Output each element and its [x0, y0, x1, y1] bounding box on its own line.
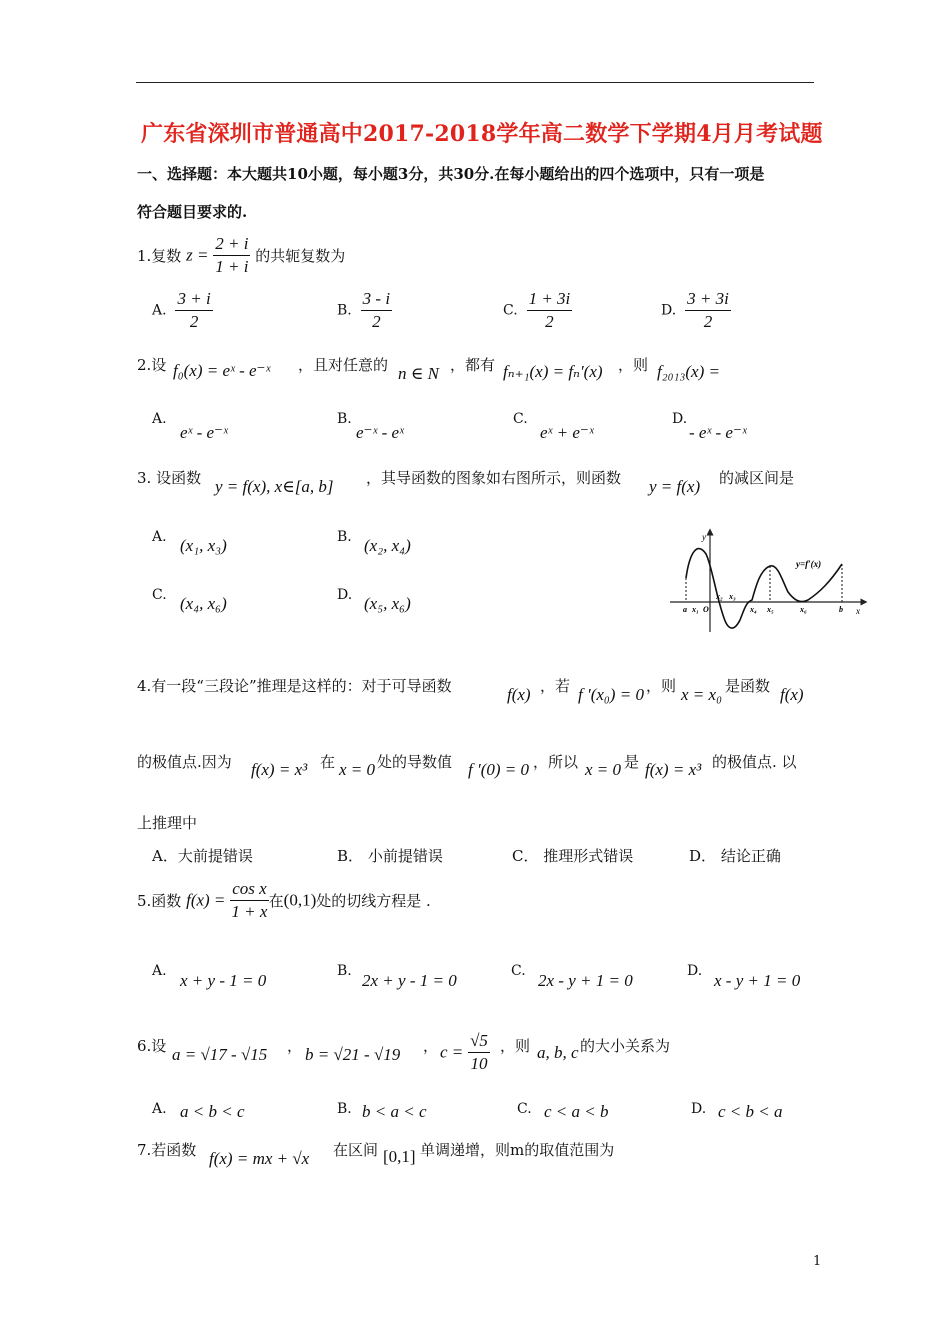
q2-option-b: e⁻ˣ - eˣ: [356, 423, 404, 442]
q2-option-c: eˣ + e⁻ˣ: [540, 423, 594, 442]
q6-suffix: 的大小关系为: [580, 1037, 671, 1055]
q5-fraction: [230, 878, 268, 923]
q2-prefix: 2.设: [137, 356, 167, 374]
q1-z: z =: [186, 245, 209, 265]
q6-c-fraction: [468, 1030, 490, 1075]
q6-option-c: c < a < b: [544, 1102, 609, 1121]
option-num: 3 - i: [361, 288, 392, 311]
q4-l2a: 的极值点.因为: [137, 753, 232, 771]
q4-option-b: [337, 845, 443, 866]
option-num: 3 + i: [175, 288, 212, 311]
q6-c-lhs: c =: [440, 1042, 464, 1062]
tick-x6: x₆: [800, 605, 807, 614]
q7-mid: 在区间: [333, 1141, 379, 1159]
q4-l2d: ，所以: [533, 753, 579, 771]
q7-prefix: 7.若函数: [137, 1141, 197, 1159]
option-den: 2: [189, 312, 199, 331]
q4-option-a: [152, 845, 253, 866]
option-text: 结论正确: [720, 847, 781, 865]
q3-option-b: (x₂, x₄): [364, 536, 411, 555]
q6-a: a = √17 - √15: [172, 1045, 268, 1064]
q1-fraction: [213, 233, 250, 278]
q1-num: 2 + i: [213, 233, 250, 256]
q3-option-d: (x₅, x₆): [364, 594, 411, 613]
q5-fx: f(x) =: [186, 890, 226, 910]
tick-b: b: [839, 605, 843, 614]
q4-p4: 是函数: [725, 677, 771, 695]
q4-l3: 上推理中: [137, 814, 198, 832]
q4-p2: ，若: [540, 677, 571, 695]
q7-fx: f(x) = mx + √x: [209, 1149, 310, 1168]
option-label: C.: [503, 302, 518, 319]
tick-o: O: [703, 605, 709, 614]
graph-curve-label: y=f′(x): [796, 559, 822, 569]
option-label: B.: [337, 302, 352, 319]
q3-option-b-label: B.: [337, 529, 352, 545]
q4-option-c: [512, 845, 633, 866]
graph-y-label: y: [702, 532, 706, 542]
q5-option-b-label: B.: [337, 963, 352, 979]
q4-p1: 4.有一段“三段论”推理是这样的：对于可导函数: [137, 677, 452, 695]
q1-den: 1 + i: [215, 257, 249, 276]
q6-comma1: ，: [287, 1037, 303, 1055]
graph-x-label: x: [856, 606, 860, 616]
q1-option-a: [152, 288, 213, 333]
q1-option-b: [337, 288, 392, 333]
q6-c-den: 10: [470, 1054, 488, 1073]
q4-l2f: 的极值点. 以: [712, 753, 797, 771]
q5-option-c-label: C.: [511, 963, 526, 979]
tick-a: a: [683, 605, 687, 614]
q4-option-d: [689, 845, 781, 866]
q6-c-num: √5: [468, 1030, 490, 1053]
q4-d0: f ′(0) = 0: [468, 760, 529, 779]
tick-x3: x₃: [729, 592, 736, 601]
q6-comma2: ，: [423, 1037, 439, 1055]
q2-f0: f₀(x) = eˣ - e⁻ˣ: [173, 361, 271, 380]
q4-xeq: x = x₀: [681, 685, 722, 704]
q2-option-d: - eˣ - e⁻ˣ: [689, 423, 747, 442]
q3-option-a: (x₁, x₃): [180, 536, 227, 555]
q4-cond: f ′(x₀) = 0: [578, 685, 644, 704]
q2-option-a-label: A.: [152, 411, 167, 427]
tick-x1: x₁: [692, 605, 699, 614]
q5-point: (0,1): [283, 890, 317, 910]
q4-cube: f(x) = x³: [251, 760, 308, 779]
q5-option-c: 2x - y + 1 = 0: [538, 971, 633, 990]
section-heading: 一、选择题：本大题共10小题，每小题3分，共30分.在每小题给出的四个选项中，只有一项是: [137, 165, 765, 183]
q3-suffix: 的减区间是: [719, 469, 795, 487]
question-5: [137, 878, 431, 923]
q2-option-c-label: C.: [513, 411, 528, 427]
option-label: C．: [512, 847, 539, 865]
q6-option-a-label: A.: [152, 1101, 167, 1117]
header-rule: [136, 82, 814, 83]
q1-option-d: [661, 288, 731, 333]
tick-x4: x₄: [750, 605, 757, 614]
derivative-graph: [666, 526, 872, 636]
q5-suffix: 处的切线方程是 .: [316, 892, 431, 910]
q2-option-d-label: D.: [672, 411, 688, 427]
q4-fx: f(x): [507, 685, 531, 704]
option-text: 小前提错误: [367, 847, 443, 865]
q6-prefix: 6.设: [137, 1037, 167, 1055]
option-label: D.: [661, 302, 677, 319]
q2-mid2: ，都有: [450, 356, 496, 374]
q4-p3: ，则: [646, 677, 677, 695]
option-den: 2: [372, 312, 381, 331]
q5-option-a-label: A.: [152, 963, 167, 979]
q5-option-d: x - y + 1 = 0: [714, 971, 801, 990]
q6-abc: a, b, c: [537, 1043, 579, 1062]
q6-option-d: c < b < a: [718, 1102, 783, 1121]
q3-option-a-label: A.: [152, 529, 167, 545]
q4-fx2: f(x): [780, 685, 804, 704]
q2-n: n ∈ N: [398, 364, 439, 383]
q5-prefix: 5.函数: [137, 892, 182, 910]
q3-mid: ，其导函数的图象如右图所示，则函数: [366, 469, 622, 487]
section-heading-cont: 符合题目要求的.: [137, 203, 248, 221]
q2-option-b-label: B.: [337, 411, 352, 427]
q4-x0: x = 0: [339, 760, 376, 779]
q5-option-a: x + y - 1 = 0: [180, 971, 267, 990]
q3-func2: y = f(x): [649, 477, 701, 496]
page-title: 广东省深圳市普通高中2017-2018学年高二数学下学期4月月考试题: [141, 121, 823, 147]
tick-x5: x₅: [767, 605, 774, 614]
q3-prefix: 3. 设函数: [137, 469, 202, 487]
q3-func: y = f(x), x∈[a, b]: [215, 477, 334, 496]
q6-option-d-label: D.: [691, 1101, 707, 1117]
q5-option-b: 2x + y - 1 = 0: [362, 971, 457, 990]
q5-option-d-label: D.: [687, 963, 703, 979]
q3-option-c: (x₄, x₆): [180, 594, 227, 613]
option-label: A．: [152, 847, 178, 865]
q7-interval: [0,1]: [383, 1147, 416, 1166]
q2-f2013: f₂₀₁₃(x) =: [657, 362, 720, 381]
q4-l2e: 是: [624, 753, 640, 771]
q5-mid: 在: [268, 892, 284, 910]
option-text: 大前提错误: [177, 847, 253, 865]
q2-option-a: eˣ - e⁻ˣ: [180, 423, 228, 442]
q5-num: cos x: [230, 878, 268, 901]
option-den: 2: [545, 312, 554, 331]
q4-l2c: 处的导数值: [377, 753, 453, 771]
option-text: 推理形式错误: [543, 847, 634, 865]
page-number: 1: [813, 1254, 822, 1269]
q6-option-a: a < b < c: [180, 1102, 245, 1121]
q6-b: b = √21 - √19: [305, 1045, 401, 1064]
q6-option-c-label: C.: [517, 1101, 532, 1117]
q6-option-b-label: B.: [337, 1101, 352, 1117]
q2-recurrence: fₙ₊₁(x) = fₙ′(x): [503, 362, 603, 381]
q1-prefix: 1.复数: [137, 247, 182, 265]
question-1: [137, 233, 345, 278]
q5-den: 1 + x: [231, 902, 268, 921]
option-label: A.: [152, 302, 167, 319]
q3-option-d-label: D.: [337, 587, 353, 603]
q1-suffix: 的共轭复数为: [255, 247, 346, 265]
option-label: B．: [337, 847, 364, 865]
q1-option-c: [503, 288, 572, 333]
q2-mid3: ，则: [618, 356, 649, 374]
q6-option-b: b < a < c: [362, 1102, 427, 1121]
q4-x0b: x = 0: [585, 760, 622, 779]
tick-x2: x₂: [716, 592, 723, 601]
q4-l2b: 在: [320, 753, 336, 771]
option-num: 3 + 3i: [685, 288, 731, 311]
option-num: 1 + 3i: [527, 288, 573, 311]
option-den: 2: [703, 312, 713, 331]
q6-mid: ，则: [500, 1037, 531, 1055]
q4-cube2: f(x) = x³: [645, 760, 702, 779]
q7-suffix: 单调递增，则m的取值范围为: [420, 1141, 615, 1159]
option-label: D．: [689, 847, 717, 865]
q2-mid1: ，且对任意的: [298, 356, 389, 374]
q3-option-c-label: C.: [152, 587, 167, 603]
q6-c: [440, 1030, 490, 1075]
